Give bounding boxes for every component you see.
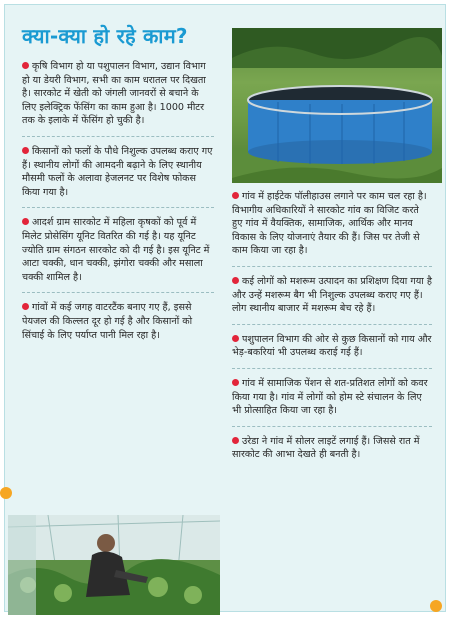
list-item: गांव में हाईटेक पॉलीहाउस लगाने पर काम चल रहा है। विभागीय अधिकारियों ने सारकोट गांव का विजिट करते हुए गांव में वैयक्तिक, सामाजिक, आर्थिक और मानव विकास के लिए योजनाएं तैयार की हैं। जिस पर तेजी से काम किया जा रहा है। (232, 191, 427, 257)
list-item: किसानों को फलों के पौधे निशुल्क उपलब्ध कराए गए हैं। स्थानीय लोगों की आमदनी बढ़ाने के लिए स्थानीय मौसमी फलों के अलावा हेजलनट पर विशेष फोकस किया गया है। (22, 145, 213, 198)
list-item: गांवों में कई जगह वाटरटैंक बनाए गए हैं, इससे पेयजल की किल्लत दूर हो गई है और किसानों को सिंचाई के लिए पर्याप्त पानी मिल रहा है। (22, 302, 193, 341)
accent-dot-right (430, 600, 442, 612)
divider (22, 136, 214, 137)
bullet-dot-icon (232, 192, 239, 199)
list-item: पशुपालन विभाग की ओर से कुछ किसानों को गाय और भेड़-बकरियां भी उपलब्ध कराई गई हैं। (232, 333, 432, 359)
polyhouse-woman-photo (8, 515, 220, 615)
divider (22, 207, 214, 208)
divider (22, 292, 214, 293)
bullet-dot-icon (232, 437, 239, 444)
bullet-dot-icon (22, 62, 29, 69)
water-tank-illustration (232, 28, 442, 183)
list-item: उरेडा ने गांव में सोलर लाइटें लगाई हैं। जिससे रात में सारकोट की आभा देखते ही बनती है। (232, 435, 420, 461)
divider (232, 324, 432, 325)
bullet-dot-icon (232, 379, 239, 386)
bullet-dot-icon (22, 303, 29, 310)
divider (232, 426, 432, 427)
bullet-dot-icon (232, 277, 239, 284)
list-item: आदर्श ग्राम सारकोट में महिला कृषकों को पूर्व में मिलेट प्रोसेसिंग यूनिट वितरित की गई है। यह यूनिट ज्योति ग्राम संगठन सारकोट को दी गई है। इस यूनिट में आटा चक्की, धान चक्की, झंगोरा चक्की और मसाला चक्की शामिल है। (22, 217, 210, 283)
list-item: कई लोगों को मशरूम उत्पादन का प्रशिक्षण दिया गया है और उन्हें मशरूम बैग भी निशुल्क उपलब्ध कराए गए हैं। लोग स्थानीय बाजार में मशरूम बेच रहे हैं। (232, 275, 432, 315)
right-column (232, 190, 432, 470)
list-item: गांव में सामाजिक पेंशन से शत-प्रतिशत लोगों को कवर किया गया है। गांव में लोगों को होम स्टे संचालन के लिए भी प्रोत्साहित किया जा रहा है। (232, 377, 428, 417)
polyhouse-illustration (8, 515, 220, 615)
list-item: कृषि विभाग हो या पशुपालन विभाग, उद्यान विभाग हो या डेयरी विभाग, सभी का काम धरातल पर दिखता है। सारकोट में खेती को जंगली जानवरों से बचाने के लिए इलेक्ट्रिक फेंसिंग का काम हुआ है। 1000 मीटर तक के इलाके में फेंसिंग हो चुकी है। (22, 61, 206, 127)
divider (232, 368, 432, 369)
bullet-dot-icon (22, 147, 29, 154)
accent-dot-left (0, 487, 12, 499)
left-column (22, 60, 214, 350)
bullet-dot-icon (22, 218, 29, 225)
divider (232, 266, 432, 267)
bullet-dot-icon (232, 335, 239, 342)
water-tank-photo (232, 28, 442, 183)
article-title: क्या-क्या हो रहे काम? (22, 24, 188, 48)
